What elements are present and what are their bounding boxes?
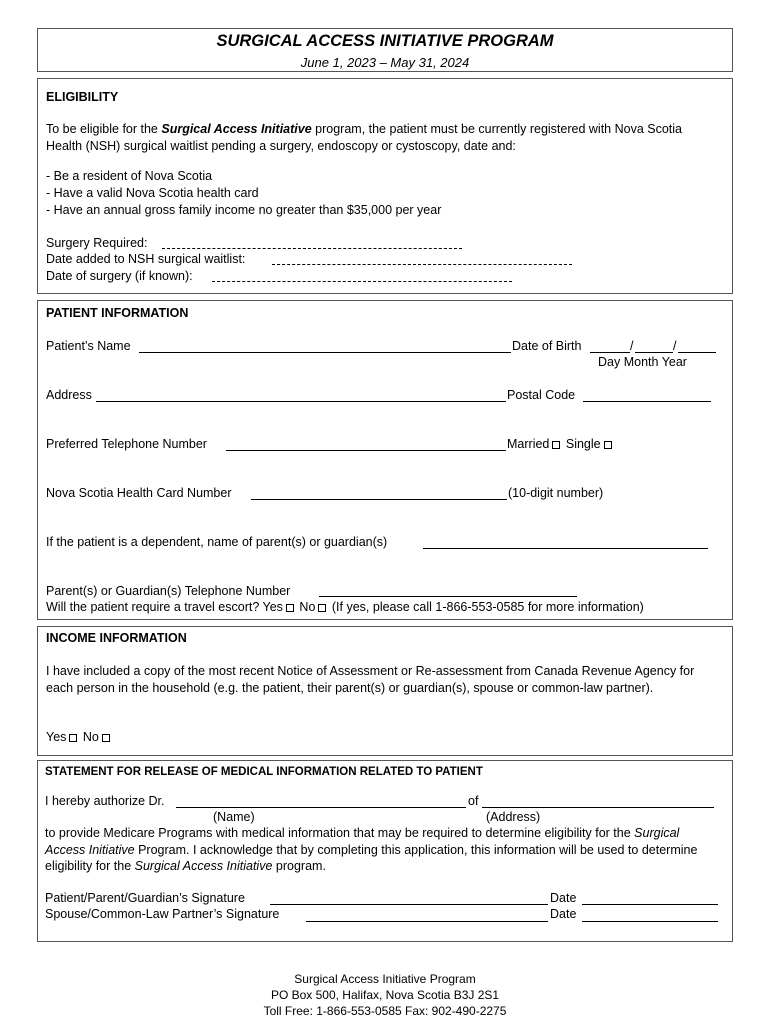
- criteria-item: - Have a valid Nova Scotia health card: [46, 186, 259, 200]
- spouse-date-field[interactable]: [582, 921, 718, 922]
- postal-code-field[interactable]: [583, 401, 711, 402]
- address-label: Address: [46, 388, 92, 402]
- patient-date-field[interactable]: [582, 904, 718, 905]
- eligibility-intro-program: Surgical Access Initiative: [161, 122, 312, 136]
- of-label: of: [468, 794, 479, 808]
- health-card-label: Nova Scotia Health Card Number: [46, 486, 232, 500]
- patient-section: [37, 300, 733, 620]
- dob-label: Date of Birth: [512, 339, 582, 353]
- authorize-label: I hereby authorize Dr.: [45, 794, 165, 808]
- surgery-required-field[interactable]: [162, 248, 462, 249]
- name-hint: (Name): [213, 810, 255, 824]
- married-label: Married: [507, 437, 550, 451]
- postal-code-label: Postal Code: [507, 388, 576, 402]
- footer-address: PO Box 500, Halifax, Nova Scotia B3J 2S1: [270, 988, 500, 1002]
- marital-status: [507, 437, 614, 452]
- guardian-phone-field[interactable]: [319, 596, 577, 597]
- income-yes-checkbox[interactable]: [69, 734, 77, 742]
- escort-no-label: No: [299, 600, 316, 614]
- criteria-item: - Be a resident of Nova Scotia: [46, 169, 213, 183]
- footer-contact: Toll Free: 1-866-553-0585 Fax: 902-490-2275: [263, 1004, 507, 1018]
- spouse-signature-label: Spouse/Common-Law Partner’s Signature: [45, 907, 280, 921]
- release-text-3: program.: [272, 859, 326, 873]
- patient-signature-label: Patient/Parent/Guardian’s Signature: [45, 891, 245, 905]
- single-checkbox[interactable]: [604, 441, 612, 449]
- release-statement: [45, 825, 717, 875]
- dob-hint: Day Month Year: [598, 355, 687, 369]
- phone-field[interactable]: [226, 450, 506, 451]
- health-card-field[interactable]: [251, 499, 507, 500]
- dob-year-field[interactable]: [678, 352, 716, 353]
- income-no-label: No: [82, 730, 99, 744]
- income-no-checkbox[interactable]: [102, 734, 110, 742]
- dob-month-field[interactable]: [635, 352, 673, 353]
- dependent-label: If the patient is a dependent, name of parent(s) or guardian(s): [46, 535, 388, 549]
- eligibility-heading: ELIGIBILITY: [46, 90, 119, 104]
- address-field[interactable]: [96, 401, 506, 402]
- release-heading: STATEMENT FOR RELEASE OF MEDICAL INFORMATION RELATED TO PATIENT: [45, 766, 483, 778]
- guardian-name-field[interactable]: [423, 548, 708, 549]
- income-yes-label: Yes: [46, 730, 67, 744]
- escort-yes-checkbox[interactable]: [286, 604, 294, 612]
- release-text-2: Program. I acknowledge that by completing this application, this information will be used to determine eligibility for the: [45, 842, 698, 873]
- health-card-hint: (10-digit number): [508, 486, 604, 500]
- eligibility-intro: [46, 121, 716, 154]
- program-period: June 1, 2023 – May 31, 2024: [300, 55, 470, 70]
- spouse-date-label: Date: [550, 907, 577, 921]
- address-hint: (Address): [486, 810, 541, 824]
- patient-name-field[interactable]: [139, 352, 511, 353]
- spouse-signature-field[interactable]: [306, 921, 548, 922]
- surgery-required-label: Surgery Required:: [46, 236, 148, 250]
- travel-escort-row: [46, 600, 644, 615]
- dob-separator: /: [630, 339, 634, 353]
- married-checkbox[interactable]: [552, 441, 560, 449]
- single-label: Single: [565, 437, 601, 451]
- income-section: [37, 626, 733, 756]
- doctor-address-field[interactable]: [482, 807, 714, 808]
- release-section: [37, 760, 733, 942]
- guardian-phone-label: Parent(s) or Guardian(s) Telephone Number: [46, 584, 291, 598]
- date-added-label: Date added to NSH surgical waitlist:: [46, 252, 246, 266]
- doctor-name-field[interactable]: [176, 807, 466, 808]
- escort-no-checkbox[interactable]: [318, 604, 326, 612]
- income-heading: INCOME INFORMATION: [46, 631, 187, 645]
- dob-separator: /: [673, 339, 677, 353]
- date-surgery-field[interactable]: [212, 281, 512, 282]
- footer-program: Surgical Access Initiative Program: [294, 972, 476, 986]
- escort-question: Will the patient require a travel escort? Yes: [46, 600, 283, 614]
- eligibility-intro-post: program, the patient must be currently registered with Nova Scotia Health (NSH) surgical waitlist pending a surgery, endoscopy or cystoscopy, date and:: [46, 122, 682, 153]
- eligibility-intro-pre: To be eligible for the: [46, 122, 162, 136]
- patient-heading: PATIENT INFORMATION: [46, 306, 189, 320]
- release-program-2: Surgical Access Initiative: [134, 859, 273, 873]
- release-text-1: to provide Medicare Programs with medical information that may be required to determine eligibility for the: [45, 826, 635, 840]
- date-added-field[interactable]: [272, 264, 572, 265]
- escort-note: (If yes, please call 1-866-553-0585 for more information): [331, 600, 644, 614]
- eligibility-section: [37, 78, 733, 294]
- patient-name-label: Patient’s Name: [46, 339, 131, 353]
- release-program-1: Surgical Access Initiative: [45, 826, 680, 857]
- form-title: SURGICAL ACCESS INITIATIVE PROGRAM: [216, 32, 554, 50]
- dob-day-field[interactable]: [590, 352, 630, 353]
- title-box: [37, 28, 733, 72]
- patient-signature-field[interactable]: [270, 904, 548, 905]
- patient-date-label: Date: [550, 891, 577, 905]
- phone-label: Preferred Telephone Number: [46, 437, 207, 451]
- income-statement: I have included a copy of the most recent Notice of Assessment or Re-assessment from Canada Revenue Agency for each person in the household (e.g. the patient, their parent(s) or guardian(s), spouse or common-law partner).: [46, 664, 695, 695]
- income-confirmation: [46, 730, 112, 745]
- date-surgery-label: Date of surgery (if known):: [46, 269, 193, 283]
- criteria-item: - Have an annual gross family income no greater than $35,000 per year: [46, 203, 442, 217]
